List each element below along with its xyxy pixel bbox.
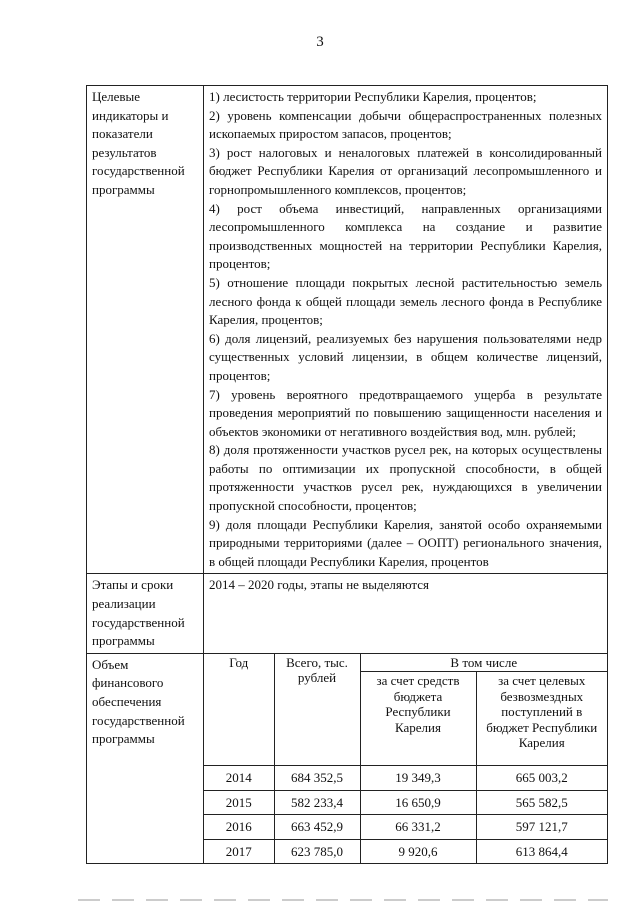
year-cell: 2017 <box>204 839 274 863</box>
indicator-item: 7) уровень вероятного предотвращаемого ущерба в результате проведения мероприятий по повышению защищенности населения и объектов экономики от негативного воздействия вод, млн. рублей; <box>209 386 602 439</box>
stages-row <box>87 574 608 653</box>
targeted-cell: 613 864,4 <box>476 839 607 863</box>
total-cell: 663 452,9 <box>274 815 360 840</box>
indicator-item: 5) отношение площади покрытых лесной растительностью земель лесного фонда к общей площади земель лесного фонда в Республике Карелия, процентов; <box>209 274 602 328</box>
indicators-list <box>204 86 608 574</box>
targeted-cell: 665 003,2 <box>476 766 607 791</box>
year-cell: 2016 <box>204 815 274 840</box>
total-header: Всего, тыс. рублей <box>274 654 360 766</box>
financing-table <box>204 654 607 864</box>
indicator-item: 2) уровень компенсации добычи общераспространенных полезных ископаемых приростом запасов, процентов; <box>209 107 602 142</box>
targeted-header: за счет целевых безвозмездных поступлений в бюджет Республики Карелия <box>476 672 607 766</box>
stages-label: Этапы и сроки реализации государственной программы <box>87 574 204 653</box>
financing-data-row <box>204 839 607 863</box>
indicator-item: 9) доля площади Республики Карелия, занятой особо охраняемыми природными территориями (далее – ООПТ) регионального значения, в общей площади Республики Карелия, процентов <box>209 516 602 569</box>
budget-cell: 66 331,2 <box>360 815 476 840</box>
stages-value: 2014 – 2020 годы, этапы не выделяются <box>204 574 608 653</box>
year-cell: 2014 <box>204 766 274 791</box>
year-cell: 2015 <box>204 790 274 815</box>
total-cell: 623 785,0 <box>274 839 360 863</box>
budget-cell: 16 650,9 <box>360 790 476 815</box>
financing-row <box>87 653 608 864</box>
targeted-cell: 597 121,7 <box>476 815 607 840</box>
indicator-item: 3) рост налоговых и неналоговых платежей в консолидированный бюджет Республики Карелия от организаций лесопромышленного и горнопромышленного комплексов, процентов; <box>209 144 602 197</box>
indicators-label: Целевые индикаторы и показатели результатов государственной программы <box>87 86 204 574</box>
budget-cell: 19 349,3 <box>360 766 476 791</box>
budget-header: за счет средств бюджета Республики Карелия <box>360 672 476 766</box>
budget-cell: 9 920,6 <box>360 839 476 863</box>
page-number: 3 <box>316 34 324 50</box>
indicator-item: 6) доля лицензий, реализуемых без нарушения пользователями недр существенных условий лицензии, в общем количестве лицензий, процентов; <box>209 330 602 383</box>
indicators-row <box>87 86 608 574</box>
financing-data-row <box>204 815 607 840</box>
total-cell: 582 233,4 <box>274 790 360 815</box>
program-passport-table <box>86 85 608 864</box>
including-header: В том числе <box>360 654 607 672</box>
scan-footer-line <box>78 899 608 901</box>
financing-data-row <box>204 790 607 815</box>
financing-cell <box>204 653 608 864</box>
indicator-item: 4) рост объема инвестиций, направленных организациями лесопромышленного комплекса на создание и развитие производственных мощностей на территории Республики Карелия, процентов; <box>209 200 602 272</box>
indicator-item: 8) доля протяженности участков русел рек, на которых осуществлены работы по оптимизации их пропускной способности, в общей протяженности участков русел рек, нуждающихся в увеличении пропускной способности, процентов; <box>209 442 602 514</box>
indicator-item: 1) лесистость территории Республики Карелия, процентов; <box>209 89 537 104</box>
targeted-cell: 565 582,5 <box>476 790 607 815</box>
year-header: Год <box>204 654 274 766</box>
total-cell: 684 352,5 <box>274 766 360 791</box>
financing-data-row <box>204 766 607 791</box>
financing-label: Объем финансового обеспечения государственной программы <box>87 653 204 864</box>
